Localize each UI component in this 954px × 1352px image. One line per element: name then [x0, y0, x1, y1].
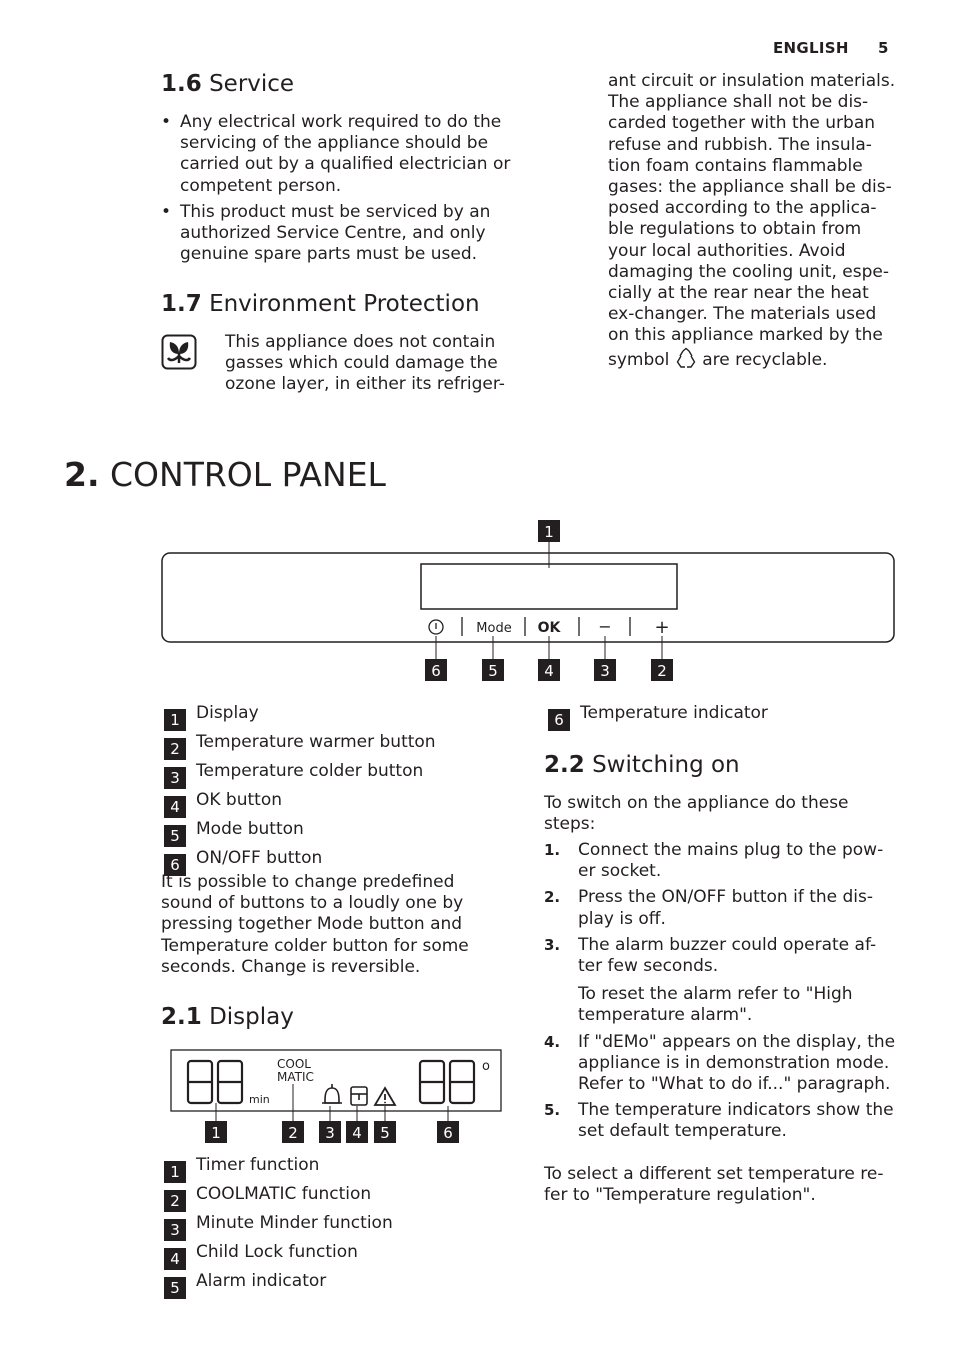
callout-label: 2 [657, 662, 667, 680]
section-title: Environment Protection [209, 291, 480, 317]
section-heading-environment [161, 290, 480, 318]
section-title: Service [209, 71, 295, 97]
degree-label: o [482, 1059, 490, 1074]
callout-label: 4 [544, 662, 554, 680]
list-item: 2. Press the ON/OFF button if the dis-play is off. [544, 887, 874, 929]
callout-label: 3 [600, 662, 610, 680]
switching-on-steps [544, 840, 896, 1148]
chapter-title: CONTROL PANEL [110, 455, 386, 494]
recycle-icon [675, 347, 697, 375]
list-item: 3. The alarm buzzer could operate af-ter few seconds. To reset the alarm refer to "High temperature alarm". [544, 935, 896, 1027]
legend-item: 4 OK button [164, 789, 504, 818]
coolmatic-label: MATIC [277, 1070, 314, 1084]
section-title: Switching on [592, 752, 740, 778]
legend-item: 6 Temperature indicator [548, 702, 888, 731]
ok-label: OK [537, 620, 561, 636]
legend-item: 2 Temperature warmer button [164, 731, 504, 760]
section-heading-display [161, 1003, 294, 1031]
callout-label: 2 [288, 1124, 298, 1142]
callout-label: 5 [380, 1124, 390, 1142]
chapter-number: 2. [64, 455, 100, 494]
callout-label: 6 [443, 1124, 453, 1142]
legend-item: 1 Display [164, 702, 504, 731]
eco-leaf-icon [161, 334, 197, 370]
control-panel-note: It is possible to change predefined sound of buttons to a loudly one by pressing together Mode button and Temperature colder button for some seconds. Change is reversible. [161, 872, 469, 977]
chapter-heading [64, 455, 386, 495]
legend-item: 4 Child Lock function [164, 1241, 504, 1270]
list-item: 4. If "dEMo" appears on the display, the appliance is in demonstration mode. Refer to "What to do if..." paragraph. [544, 1031, 896, 1095]
service-bullet-list [161, 112, 516, 270]
header-language: ENGLISH [773, 39, 849, 57]
display-window [421, 564, 677, 609]
callout-label: 1 [544, 523, 554, 541]
legend-item: 1 Timer function [164, 1154, 504, 1183]
callout-label: 6 [431, 662, 441, 680]
legend-item: 3 Minute Minder function [164, 1212, 504, 1241]
switching-on-intro: To switch on the appliance do these steps: [544, 793, 849, 835]
list-item: 5. The temperature indicators show the set default temperature. [544, 1100, 894, 1142]
list-item: • Any electrical work required to do the servicing of the appliance should be carried out by a qualified electrician or competent person. [161, 112, 511, 196]
min-label: min [249, 1093, 270, 1106]
legend-item: 5 Alarm indicator [164, 1270, 504, 1299]
display-legend [164, 1154, 504, 1299]
legend-item: 5 Mode button [164, 818, 504, 847]
minus-label: − [598, 617, 612, 636]
legend-item: 2 COOLMATIC function [164, 1183, 504, 1212]
list-item: 1. Connect the mains plug to the pow-er socket. [544, 840, 884, 882]
step-note: To reset the alarm refer to "High temperature alarm". [578, 984, 853, 1026]
environment-text-right: ant circuit or insulation materials. The appliance shall not be dis-carded together with the urban refuse and rubbish. The insula-tion foam contains flammable gases: the appliance shall be dis-posed according to the applica-ble regulations to obtain from your local authorities. Avoid damaging the cooling unit, espe-cially at the rear near the heat ex-changer. The materials used on this appliance marked by the symbol are recyclable. [608, 71, 900, 375]
switching-on-outro: To select a different set temperature re-fer to "Temperature regulation". [544, 1164, 884, 1206]
control-panel-diagram [160, 518, 896, 684]
section-number: 2.2 [544, 752, 585, 778]
mode-label: Mode [476, 621, 512, 636]
page-number: 5 [878, 39, 889, 57]
callout-label: 4 [352, 1124, 362, 1142]
list-item: • This product must be serviced by an authorized Service Centre, and only genuine spare parts must be used. [161, 201, 491, 265]
callout-label: 5 [488, 662, 498, 680]
control-panel-legend-right [548, 702, 888, 731]
section-number: 2.1 [161, 1004, 202, 1030]
legend-item: 6 ON/OFF button [164, 847, 504, 876]
section-number: 1.6 [161, 71, 202, 97]
section-heading-switching-on [544, 751, 740, 779]
plus-label: + [654, 617, 670, 638]
coolmatic-label: COOL [277, 1057, 311, 1071]
control-panel-legend [164, 702, 504, 876]
callout-label: 1 [211, 1124, 221, 1142]
section-number: 1.7 [161, 291, 202, 317]
lcd-display-diagram [170, 1048, 504, 1146]
environment-text-left: This appliance does not contain gasses which could damage the ozone layer, in either its refriger- [225, 332, 505, 395]
section-title: Display [209, 1004, 294, 1030]
legend-item: 3 Temperature colder button [164, 760, 504, 789]
callout-label: 3 [325, 1124, 335, 1142]
section-heading-service [161, 70, 294, 98]
